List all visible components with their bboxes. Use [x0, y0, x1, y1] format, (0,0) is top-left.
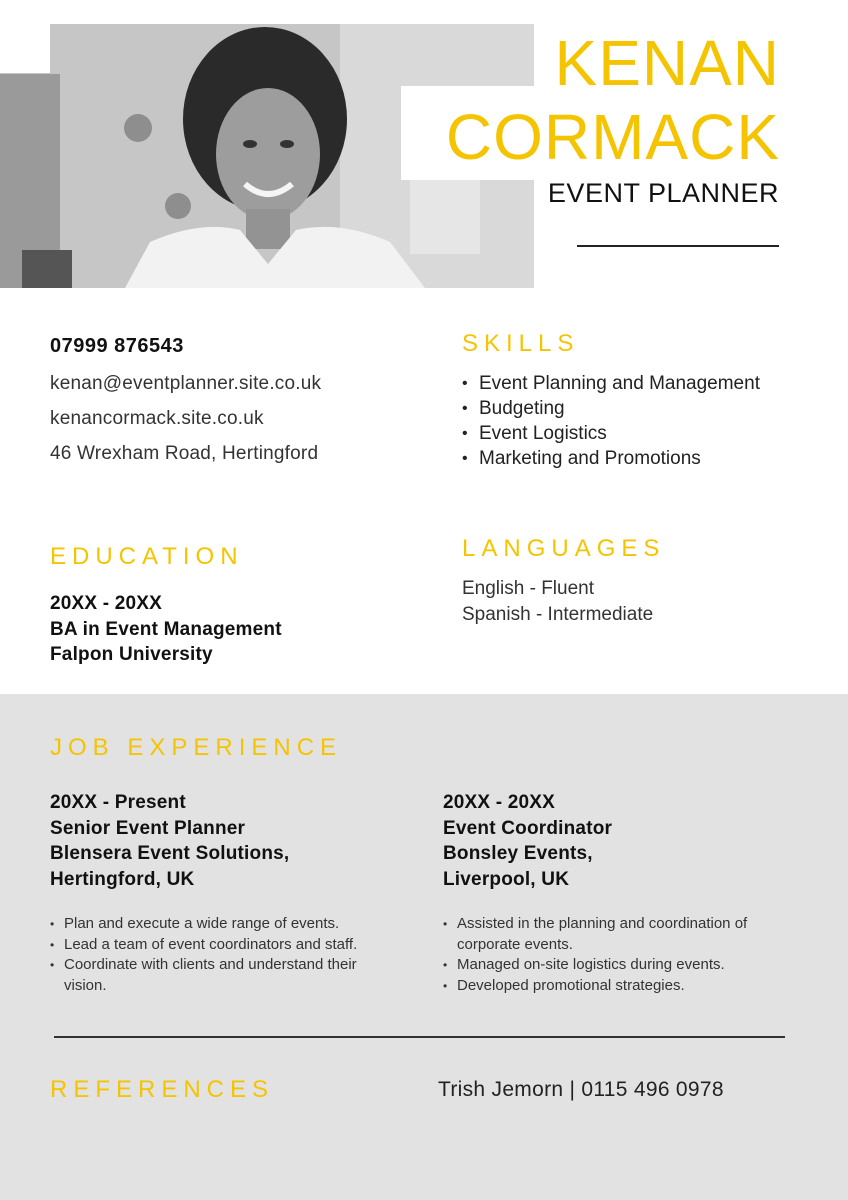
name-first: KENAN: [554, 27, 780, 99]
job-title: EVENT PLANNER: [547, 178, 779, 208]
skills-list: [462, 371, 760, 471]
job-duty: • Coordinate with clients and understand their vision.: [50, 955, 400, 996]
education-heading: EDUCATION: [50, 543, 244, 570]
job-duty: • Developed promotional strategies.: [443, 976, 793, 997]
education-degree: BA in Event Management: [50, 618, 282, 640]
job-duty: • Lead a team of event coordinators and staff.: [50, 935, 400, 956]
photo-corner-mask: [0, 0, 50, 73]
language-item: Spanish - Intermediate: [462, 604, 654, 625]
job-company: Bonsley Events,: [443, 843, 593, 864]
language-item: English - Fluent: [462, 578, 595, 599]
job-role: Event Coordinator: [443, 817, 613, 839]
skill-item: • Marketing and Promotions: [462, 446, 760, 471]
title-divider: [577, 245, 779, 247]
candidate-name: [446, 26, 780, 174]
job-entry-header: [443, 790, 612, 892]
job-location: Liverpool, UK: [443, 868, 570, 890]
job-period: 20XX - 20XX: [443, 792, 556, 813]
contact-block: [50, 335, 321, 478]
skill-item: • Event Planning and Management: [462, 371, 760, 396]
job-company: Blensera Event Solutions,: [50, 843, 290, 864]
education-school: Falpon University: [50, 644, 213, 665]
job-role: Senior Event Planner: [50, 817, 246, 839]
references-heading: REFERENCES: [50, 1076, 275, 1103]
job-duty: • Assisted in the planning and coordination of corporate events.: [443, 914, 793, 955]
reference-contact: Trish Jemorn | 0115 496 0978: [438, 1078, 724, 1101]
languages-heading: LANGUAGES: [462, 535, 666, 562]
languages-list: [462, 576, 653, 628]
job-duties: [50, 914, 400, 996]
skills-heading: SKILLS: [462, 330, 580, 357]
job-duty: • Managed on-site logistics during events.: [443, 955, 793, 976]
experience-heading: JOB EXPERIENCE: [50, 734, 343, 761]
phone-number: 07999 876543: [50, 335, 184, 357]
education-years: 20XX - 20XX: [50, 593, 163, 614]
education-entry: [50, 591, 282, 668]
skill-item: • Budgeting: [462, 396, 760, 421]
job-duty: • Plan and execute a wide range of events.: [50, 914, 400, 935]
name-last: CORMACK: [445, 101, 780, 173]
references-divider: [54, 1036, 785, 1038]
job-period: 20XX - Present: [50, 792, 186, 813]
email-address: kenan@eventplanner.site.co.uk: [50, 373, 322, 394]
job-duties: [443, 914, 793, 996]
job-location: Hertingford, UK: [50, 868, 195, 890]
postal-address: 46 Wrexham Road, Hertingford: [50, 443, 319, 464]
website: kenancormack.site.co.uk: [50, 408, 264, 429]
skill-item: • Event Logistics: [462, 421, 760, 446]
job-entry-header: [50, 790, 289, 892]
